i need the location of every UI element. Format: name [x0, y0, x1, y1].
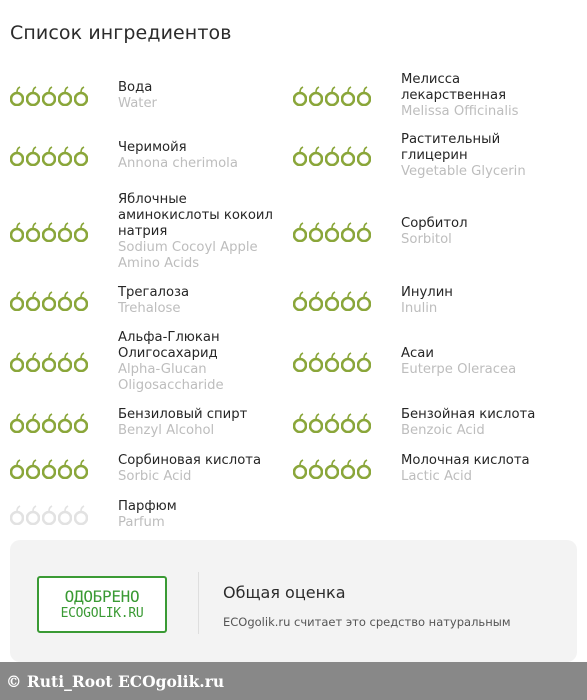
- leaf-icon: [58, 86, 72, 106]
- leaf-icon: [293, 352, 307, 372]
- leaf-icon: [325, 291, 339, 311]
- leaf-icon: [341, 86, 355, 106]
- ingredient-name: Альфа-Глюкан Олигосахарид: [118, 330, 220, 361]
- ingredient-latin-name: Benzoic Acid: [401, 423, 485, 438]
- ingredient-item[interactable]: [10, 284, 293, 318]
- ingredient-name: Растительный глицерин: [401, 132, 501, 163]
- ingredient-rating: [10, 86, 118, 106]
- ingredient-text: [118, 192, 286, 272]
- ingredient-name: Сорбитол: [401, 216, 468, 231]
- leaf-icon: [10, 222, 24, 242]
- ingredient-latin-name: Sorbic Acid: [118, 469, 192, 484]
- ingredient-text: [118, 285, 286, 317]
- leaf-icon: [341, 413, 355, 433]
- ingredient-item[interactable]: [293, 330, 585, 394]
- leaf-icon: [293, 413, 307, 433]
- leaf-icon: [74, 291, 88, 311]
- leaf-icon: [293, 291, 307, 311]
- ingredient-rating: [10, 413, 118, 433]
- leaf-icon: [341, 352, 355, 372]
- ingredient-text: [401, 72, 569, 120]
- leaf-icon: [293, 459, 307, 479]
- leaf-icon: [26, 146, 40, 166]
- ingredient-latin-name: Vegetable Glycerin: [401, 164, 526, 179]
- leaf-icon: [58, 222, 72, 242]
- ingredient-rating: [10, 352, 118, 372]
- ingredient-rating: [293, 291, 401, 311]
- leaf-icon: [325, 413, 339, 433]
- leaf-icon: [26, 352, 40, 372]
- ingredient-latin-name: Euterpe Oleracea: [401, 362, 517, 377]
- ingredient-item[interactable]: [10, 72, 293, 120]
- ingredient-item[interactable]: [10, 498, 293, 532]
- ingredient-item[interactable]: [293, 132, 585, 180]
- leaf-icon: [42, 413, 56, 433]
- ingredient-latin-name: Sorbitol: [401, 232, 452, 247]
- verdict-panel: [10, 540, 577, 662]
- section-title: Список ингредиентов: [10, 22, 232, 44]
- leaf-icon: [341, 459, 355, 479]
- leaf-icon: [325, 86, 339, 106]
- leaf-icon: [357, 222, 371, 242]
- leaf-icon: [357, 413, 371, 433]
- leaf-icon: [309, 291, 323, 311]
- leaf-icon: [325, 352, 339, 372]
- ingredient-text: [401, 346, 569, 378]
- ingredient-name: Молочная кислота: [401, 453, 530, 468]
- ingredient-name: Яблочные аминокислоты кокоил натрия: [118, 192, 273, 239]
- ingredient-name: Парфюм: [118, 499, 177, 514]
- ingredient-list: [10, 72, 585, 532]
- stamp-line-1: ОДОБРЕНО: [64, 587, 140, 606]
- ingredient-item[interactable]: [10, 330, 293, 394]
- leaf-icon: [58, 413, 72, 433]
- ingredient-item[interactable]: [10, 406, 293, 440]
- ingredient-name: Бензиловый спирт: [118, 407, 248, 422]
- leaf-icon: [26, 505, 40, 525]
- leaf-icon: [309, 413, 323, 433]
- leaf-icon: [293, 86, 307, 106]
- leaf-icon: [74, 86, 88, 106]
- ingredient-text: [401, 453, 569, 485]
- leaf-icon: [42, 505, 56, 525]
- ingredient-latin-name: Lactic Acid: [401, 469, 473, 484]
- ingredient-rating: [293, 86, 401, 106]
- leaf-icon: [10, 291, 24, 311]
- leaf-icon: [325, 146, 339, 166]
- leaf-icon: [26, 413, 40, 433]
- leaf-icon: [10, 505, 24, 525]
- leaf-icon: [357, 352, 371, 372]
- watermark-text: © Ruti_Root ECOgolik.ru: [6, 671, 225, 691]
- leaf-icon: [42, 146, 56, 166]
- ingredient-name: Трегалоза: [118, 285, 190, 300]
- ingredient-text: [118, 140, 286, 172]
- leaf-icon: [293, 146, 307, 166]
- verdict-title: Общая оценка: [223, 583, 346, 602]
- leaf-icon: [357, 86, 371, 106]
- leaf-icon: [42, 352, 56, 372]
- leaf-icon: [58, 352, 72, 372]
- approved-stamp: [37, 576, 167, 633]
- ingredient-rating: [293, 413, 401, 433]
- ingredient-text: [401, 285, 569, 317]
- ingredient-latin-name: Parfum: [118, 515, 165, 530]
- ingredient-name: Черимойя: [118, 140, 187, 155]
- ingredient-text: [118, 80, 286, 112]
- leaf-icon: [26, 86, 40, 106]
- ingredient-rating: [10, 459, 118, 479]
- leaf-icon: [42, 86, 56, 106]
- leaf-icon: [10, 146, 24, 166]
- ingredient-latin-name: Inulin: [401, 301, 438, 316]
- ingredient-name: Асаи: [401, 346, 434, 361]
- ingredient-text: [401, 407, 569, 439]
- leaf-icon: [26, 222, 40, 242]
- ingredient-latin-name: Annona cherimola: [118, 156, 238, 171]
- leaf-icon: [309, 459, 323, 479]
- leaf-icon: [10, 86, 24, 106]
- ingredient-text: [118, 330, 286, 394]
- leaf-icon: [74, 459, 88, 479]
- ingredient-item[interactable]: [10, 192, 293, 272]
- ingredient-latin-name: Sodium Cocoyl Apple Amino Acids: [118, 240, 258, 271]
- leaf-icon: [74, 146, 88, 166]
- leaf-icon: [58, 459, 72, 479]
- leaf-icon: [74, 413, 88, 433]
- ingredient-item[interactable]: [293, 72, 585, 120]
- leaf-icon: [58, 291, 72, 311]
- leaf-icon: [74, 505, 88, 525]
- leaf-icon: [357, 291, 371, 311]
- watermark-bar: [0, 662, 587, 700]
- ingredient-name: Вода: [118, 80, 153, 95]
- ingredient-rating: [293, 146, 401, 166]
- ingredient-name: Инулин: [401, 285, 453, 300]
- ingredient-rating: [293, 459, 401, 479]
- verdict-text: ECOgolik.ru считает это средство натуральным: [223, 615, 511, 629]
- ingredient-text: [401, 216, 569, 248]
- leaf-icon: [26, 459, 40, 479]
- ingredient-item[interactable]: [293, 452, 585, 486]
- leaf-icon: [42, 222, 56, 242]
- leaf-icon: [58, 146, 72, 166]
- leaf-icon: [309, 86, 323, 106]
- leaf-icon: [309, 222, 323, 242]
- ingredient-latin-name: Alpha-Glucan Oligosaccharide: [118, 362, 224, 393]
- leaf-icon: [309, 352, 323, 372]
- ingredient-rating: [10, 291, 118, 311]
- leaf-icon: [10, 459, 24, 479]
- ingredient-latin-name: Benzyl Alcohol: [118, 423, 215, 438]
- ingredient-item[interactable]: [293, 192, 585, 272]
- leaf-icon: [309, 146, 323, 166]
- stamp-line-2: ECOGOLIK.RU: [60, 606, 144, 621]
- ingredient-text: [118, 453, 286, 485]
- ingredient-latin-name: Water: [118, 96, 157, 111]
- leaf-icon: [58, 505, 72, 525]
- verdict-divider: [198, 572, 199, 634]
- ingredient-rating: [10, 146, 118, 166]
- leaf-icon: [74, 222, 88, 242]
- ingredient-item[interactable]: [293, 406, 585, 440]
- ingredient-text: [401, 132, 569, 180]
- ingredient-item[interactable]: [10, 132, 293, 180]
- leaf-icon: [357, 459, 371, 479]
- leaf-icon: [357, 146, 371, 166]
- ingredient-latin-name: Melissa Officinalis: [401, 104, 519, 119]
- leaf-icon: [325, 222, 339, 242]
- ingredient-item[interactable]: [293, 284, 585, 318]
- leaf-icon: [74, 352, 88, 372]
- ingredient-rating: [293, 352, 401, 372]
- ingredient-text: [118, 407, 286, 439]
- leaf-icon: [10, 413, 24, 433]
- ingredient-latin-name: Trehalose: [118, 301, 181, 316]
- leaf-icon: [341, 291, 355, 311]
- ingredient-rating: [293, 222, 401, 242]
- ingredient-text: [118, 499, 286, 531]
- ingredient-name: Бензойная кислота: [401, 407, 536, 422]
- leaf-icon: [10, 352, 24, 372]
- leaf-icon: [325, 459, 339, 479]
- leaf-icon: [341, 146, 355, 166]
- leaf-icon: [293, 222, 307, 242]
- leaf-icon: [341, 222, 355, 242]
- leaf-icon: [42, 291, 56, 311]
- leaf-icon: [26, 291, 40, 311]
- ingredient-name: Мелисса лекарственная: [401, 72, 507, 103]
- ingredient-rating: [10, 505, 118, 525]
- ingredient-item[interactable]: [10, 452, 293, 486]
- ingredient-name: Сорбиновая кислота: [118, 453, 262, 468]
- leaf-icon: [42, 459, 56, 479]
- ingredient-rating: [10, 222, 118, 242]
